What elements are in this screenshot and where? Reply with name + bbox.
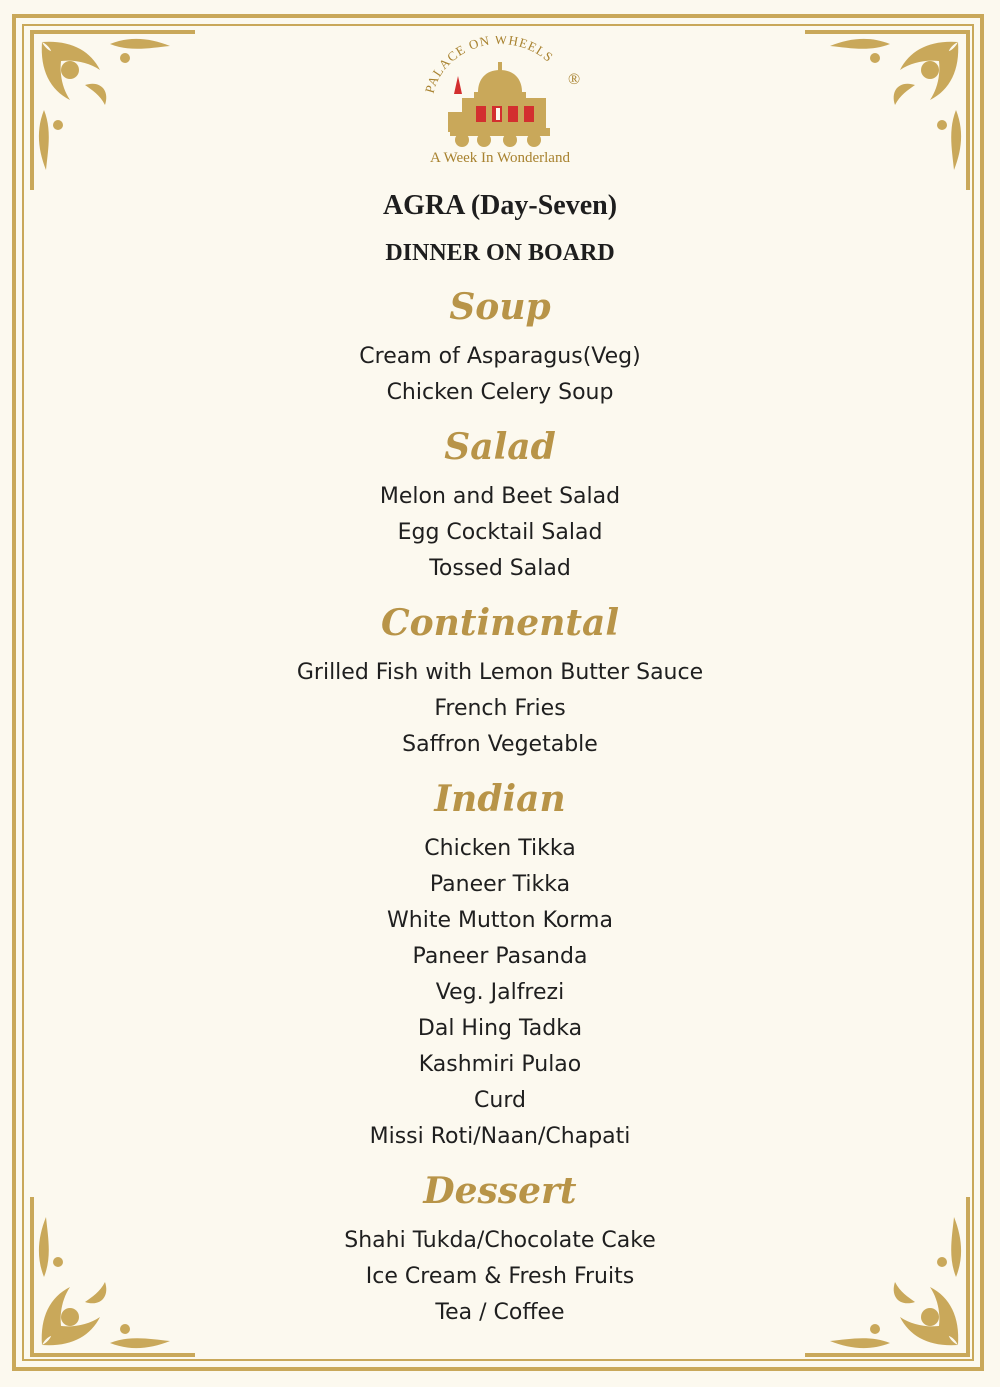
menu-item: Melon and Beet Salad — [379, 484, 621, 509]
menu-item: Grilled Fish with Lemon Butter Sauce — [296, 660, 704, 685]
logo-arc-text: PALACE ON WHEELS — [421, 36, 557, 95]
menu-item: Veg. Jalfrezi — [435, 980, 565, 1005]
page-title: AGRA (Day-Seven) — [382, 190, 618, 221]
section-heading-dessert: Dessert — [423, 1170, 577, 1212]
menu-item: Ice Cream & Fresh Fruits — [365, 1264, 635, 1289]
section-heading-soup: Soup — [449, 286, 551, 328]
menu-item: Dal Hing Tadka — [417, 1016, 583, 1041]
corner-ornament-icon — [30, 30, 200, 200]
menu-item: Egg Cocktail Salad — [397, 520, 603, 545]
menu-item: Curd — [474, 1088, 526, 1113]
meal-subtitle: DINNER ON BOARD — [385, 240, 615, 266]
menu-item: Saffron Vegetable — [402, 732, 598, 757]
section-heading-indian: Indian — [434, 778, 566, 820]
menu-item: Tossed Salad — [429, 556, 571, 581]
menu-item: Tea / Coffee — [435, 1300, 565, 1325]
menu-item: Cream of Asparagus(Veg) — [359, 344, 641, 369]
section-heading-salad: Salad — [444, 426, 556, 468]
menu-item: Paneer Tikka — [429, 872, 571, 897]
menu-item: French Fries — [434, 696, 566, 721]
menu-item: Missi Roti/Naan/Chapati — [369, 1124, 631, 1149]
menu-item: Paneer Pasanda — [412, 944, 588, 969]
registered-mark: ® — [568, 71, 581, 88]
menu-item: Kashmiri Pulao — [418, 1052, 582, 1077]
menu-item: Shahi Tukda/Chocolate Cake — [344, 1228, 656, 1253]
inner-border — [22, 24, 974, 1361]
menu-item: Chicken Tikka — [424, 836, 576, 861]
section-heading-continental: Continental — [380, 602, 620, 644]
menu-item: White Mutton Korma — [387, 908, 613, 933]
menu-item: Chicken Celery Soup — [386, 380, 614, 405]
corner-ornament-icon — [800, 30, 970, 200]
logo-tagline: A Week In Wonderland — [430, 150, 570, 166]
